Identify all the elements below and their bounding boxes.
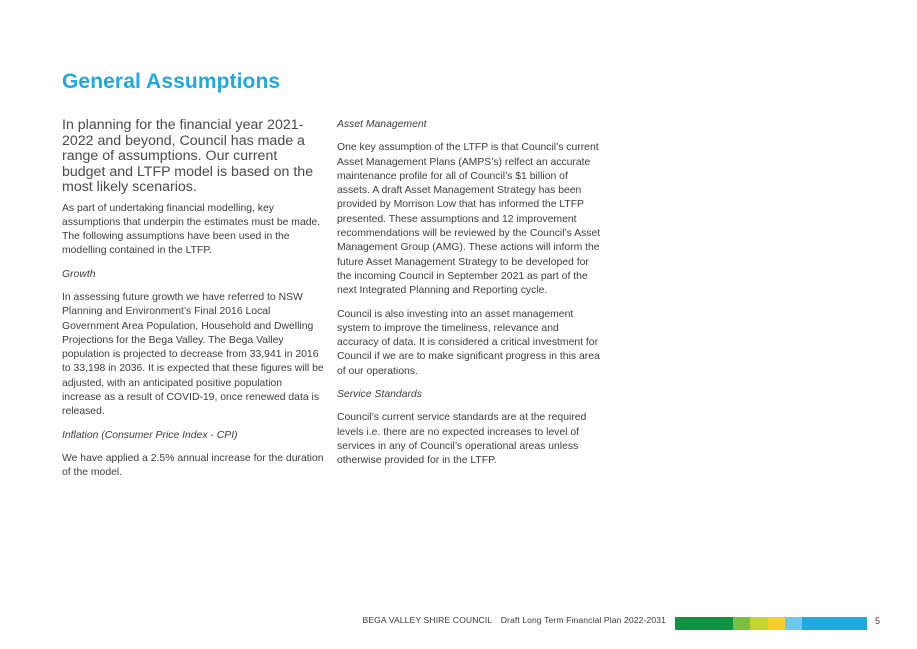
page-number: 5 [875, 616, 881, 626]
color-bar-segment [768, 617, 785, 630]
color-bar-segment [733, 617, 750, 630]
inflation-heading: Inflation (Consumer Price Index - CPI) [62, 429, 238, 441]
growth-paragraph: In assessing future growth we have referred to NSW Planning and Environment’s Final 2016 Local Government Area Population, Household and Dwelling Projections for the Bega Valley. The Bega Valley population is projected to decrease from 33,941 in 2016 to 33,198 in 2036. It is expected that these figures will be adjusted, with an anticipated positive population increase as a result of COVID-19, once renewed data is released. [62, 291, 324, 418]
footer-document-title: Draft Long Term Financial Plan 2022-2031 [500, 615, 666, 625]
footer-organization: BEGA VALLEY SHIRE COUNCIL [362, 615, 493, 625]
asset-management-heading: Asset Management [337, 119, 427, 130]
service-standards-paragraph: Council’s current service standards are at the required levels i.e. there are no expected increases to level of services in any of Council’s operational areas unless otherwise provided for in the LTFP. [337, 412, 587, 467]
growth-heading: Growth [62, 268, 96, 280]
color-bar-segment [835, 617, 867, 630]
inflation-paragraph: We have applied a 2.5% annual increase for the duration of the model. [62, 452, 324, 479]
asset-management-paragraph-1: One key assumption of the LTFP is that Council’s current Asset Management Plans (AMPS’s) relfect an accurate maintenance profile for all of Council’s $1 billion of assets. A draft Asset Management Strategy has been provided by Morrison Low that has informed the LTFP presented. These assumptions and 12 improvement recommendations will be reviewed by the Council’s Asset Management Group (AMG). These actions will inform the future Asset Management Strategy to be developed for the incoming Council in September 2021 as part of the next Integrated Planning and Reporting cycle. [337, 142, 601, 297]
service-standards-heading: Service Standards [337, 389, 422, 401]
left-column [62, 118, 324, 490]
page-footer [0, 612, 917, 634]
footer-caption [362, 615, 666, 625]
page-title: General Assumptions [62, 70, 281, 93]
color-bar-segment [705, 617, 733, 630]
asset-management-paragraph-2: Council is also investing into an asset management system to improve the timeliness, relevance and accuracy of data. It is considered a critical investment for Council if we are to make significant progress in this area of our operations. [337, 308, 600, 377]
modelling-paragraph: As part of undertaking financial modelling, key assumptions that underpin the estimates must be made. The following assumptions have been used in the modelling contained in the LTFP. [62, 202, 321, 257]
right-column [337, 118, 603, 478]
intro-paragraph: In planning for the financial year 2021-2022 and beyond, Council has made a range of assumptions. Our current budget and LTFP model is based on the most likely scenarios. [62, 117, 314, 195]
color-bar-segment [802, 617, 835, 630]
color-bar-segment [675, 617, 705, 630]
footer-color-bar [675, 617, 867, 630]
color-bar-segment [750, 617, 768, 630]
color-bar-segment [785, 617, 802, 630]
